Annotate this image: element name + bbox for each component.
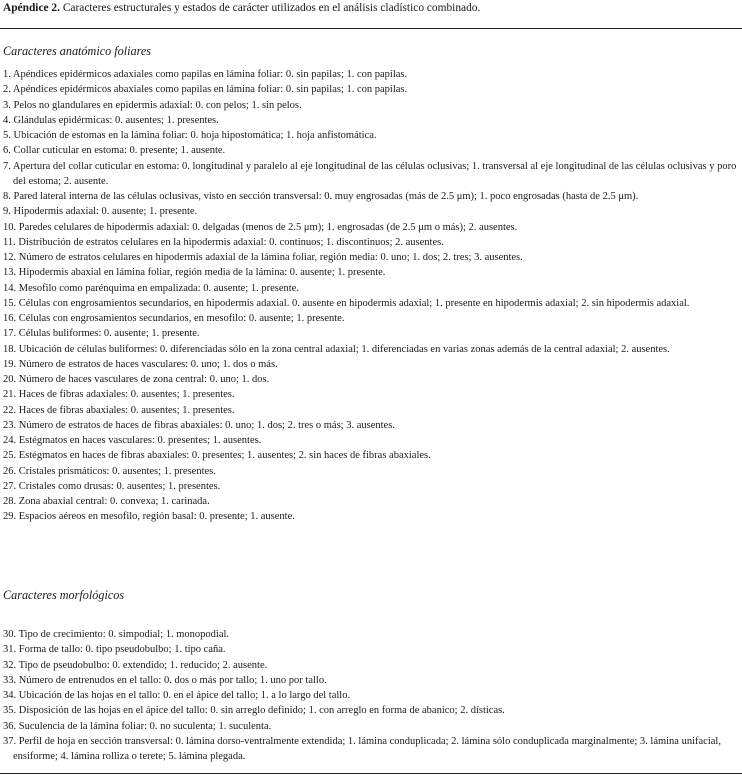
character-item (3, 265, 738, 280)
character-number: 32. (3, 659, 17, 671)
character-item (3, 357, 738, 372)
character-text: Paredes celulares de hipodermis adaxial: 0. delgadas (menos de 2.5 μm); 1. engrosadas (de 2.5 μm o más); 2. ausentes. (18, 221, 518, 233)
character-item (3, 235, 738, 250)
character-number: 33. (3, 674, 17, 686)
character-number: 9. (3, 206, 11, 218)
character-text: Estégmatos en haces vasculares: 0. presentes; 1. ausentes. (18, 435, 262, 446)
character-number: 36. (3, 720, 17, 732)
character-number: 6. (3, 145, 11, 157)
character-item (3, 673, 738, 688)
character-number: 19. (3, 358, 17, 370)
character-item (3, 82, 738, 97)
character-item (3, 658, 738, 673)
character-text: Células con engrosamientos secundarios, en hipodermis adaxial. 0. ausente en hipodermis adaxial; 1. presente en hipodermis adaxial; 2. sin hipodermis adaxial. (18, 297, 690, 309)
character-number: 25. (3, 450, 17, 462)
character-number: 12. (3, 252, 17, 263)
character-text: Perfil de hoja en sección transversal: 0. lámina dorso-ventralmente extendida; 1. lámina conduplicada; 2. lámina sólo conduplicada marginalmente; 3. lámina unifacial, ensiforme; 4. lámina rolliza o terete; 5. lámina plegada. (13, 735, 721, 762)
character-number: 4. (3, 114, 11, 126)
character-number: 7. (3, 160, 11, 172)
character-number: 30. (3, 629, 17, 640)
character-item (3, 734, 738, 765)
character-text: Apéndices epidérmicos adaxiales como papilas en lámina foliar: 0. sin papilas; 1. con papilas. (12, 69, 408, 80)
character-text: Número de estratos celulares en hipodermis adaxial de la lámina foliar, región media: 0. uno; 1. dos; 2. tres; 3. ausentes. (18, 252, 523, 263)
character-number: 8. (3, 191, 11, 202)
character-text: Mesofilo como parénquima en empalizada: 0. ausente; 1. presente. (18, 282, 299, 294)
character-item (3, 627, 738, 642)
character-text: Cristales prismáticos: 0. ausentes; 1. presentes. (18, 465, 216, 477)
character-number: 5. (3, 130, 11, 141)
top-rule (0, 28, 742, 29)
character-number: 34. (3, 690, 17, 701)
character-number: 29. (3, 511, 17, 523)
character-item (3, 688, 738, 703)
character-number: 10. (3, 221, 17, 233)
character-text: Forma de tallo: 0. tipo pseudobulbo; 1. tipo caña. (18, 644, 226, 656)
character-item (3, 296, 738, 311)
morphological-characters-list (3, 627, 738, 764)
character-number: 22. (3, 404, 17, 416)
character-text: Estégmatos en haces de fibras abaxiales: 0. presentes; 1. ausentes; 2. sin haces de fibras abaxiales. (18, 450, 431, 462)
section-title-morphological: Caracteres morfológicos (3, 588, 125, 602)
character-number: 31. (3, 644, 17, 656)
character-number: 11. (3, 236, 16, 248)
character-item (3, 479, 738, 494)
character-text: Hipodermis adaxial: 0. ausente; 1. presente. (13, 206, 198, 218)
character-item (3, 509, 738, 524)
character-number: 37. (3, 735, 17, 747)
character-text: Collar cuticular en estoma: 0. presente; 1. ausente. (13, 145, 226, 157)
character-item (3, 719, 738, 734)
character-item (3, 189, 738, 204)
character-item (3, 128, 738, 143)
table-caption (3, 1, 480, 16)
character-text: Apertura del collar cuticular en estoma: 0. longitudinal y paralelo al eje longitudinal de las células oclusivas; 1. transversal al eje longitudinal de las células oclusivas y poro del estoma; 2. ausente. (12, 160, 737, 187)
character-text: Pared lateral interna de las células oclusivas, visto en sección transversal: 0. muy engrosadas (más de 2.5 μm); 1. poco engrosadas (hasta de 2.5 μm). (13, 191, 639, 202)
character-item (3, 204, 738, 219)
character-item (3, 387, 738, 402)
character-text: Ubicación de células buliformes: 0. diferenciadas sólo en la zona central adaxial; 1. diferenciadas en varias zonas además de la central adaxial; 2. ausentes. (18, 343, 670, 355)
character-text: Número de entrenudos en el tallo: 0. dos o más por tallo; 1. uno por tallo. (18, 674, 327, 686)
character-number: 35. (3, 705, 17, 717)
character-text: Número de estratos de haces de fibras abaxiales: 0. uno; 1. dos; 2. tres o más; 3. ausentes. (18, 419, 395, 431)
character-item (3, 326, 738, 341)
character-text: Apéndices epidérmicos abaxiales como papilas en lámina foliar: 0. sin papilas; 1. con papilas. (12, 84, 408, 96)
character-number: 16. (3, 313, 17, 324)
character-number: 27. (3, 480, 17, 492)
character-number: 13. (3, 267, 17, 279)
character-item (3, 494, 738, 509)
character-text: Espacios aéreos en mesofilo, región basal: 0. presente; 1. ausente. (18, 511, 295, 523)
character-item (3, 113, 738, 128)
character-number: 21. (3, 389, 17, 401)
character-item (3, 67, 738, 82)
character-text: Ubicación de estomas en la lámina foliar: 0. hoja hipostomática; 1. hoja anfistomática. (13, 130, 377, 141)
character-item (3, 433, 738, 448)
character-number: 18. (3, 343, 17, 355)
character-item (3, 464, 738, 479)
character-item (3, 703, 738, 718)
character-text: Disposición de las hojas en el ápice del tallo: 0. sin arreglo definido; 1. con arreglo en forma de abanico; 2. dísticas. (18, 705, 505, 717)
character-text: Número de estratos de haces vasculares: 0. uno; 1. dos o más. (18, 358, 278, 370)
character-text: Haces de fibras adaxiales: 0. ausentes; 1. presentes. (18, 389, 235, 401)
character-number: 14. (3, 282, 17, 294)
character-item (3, 143, 738, 158)
character-text: Pelos no glandulares en epidermis adaxial: 0. con pelos; 1. sin pelos. (13, 99, 302, 111)
character-number: 1. (3, 69, 11, 80)
character-item (3, 448, 738, 463)
section-title-anatomical: Caracteres anatómico foliares (3, 44, 152, 58)
character-item (3, 281, 738, 296)
character-number: 15. (3, 297, 17, 309)
character-number: 24. (3, 435, 17, 446)
character-item (3, 342, 738, 357)
character-item (3, 418, 738, 433)
character-text: Células con engrosamientos secundarios, en mesofilo: 0. ausente; 1. presente. (18, 313, 345, 324)
anatomical-characters-list (3, 67, 738, 525)
character-text: Glándulas epidérmicas: 0. ausentes; 1. presentes. (13, 114, 219, 126)
caption-label: Apéndice 2. (3, 2, 60, 14)
character-text: Distribución de estratos celulares en la hipodermis adaxial: 0. continuos; 1. discontinuos; 2. ausentes. (18, 236, 444, 248)
character-text: Tipo de crecimiento: 0. simpodial; 1. monopodial. (18, 629, 230, 640)
character-number: 23. (3, 419, 17, 431)
character-item (3, 311, 738, 326)
character-text: Ubicación de las hojas en el tallo: 0. en el ápice del tallo; 1. a lo largo del tallo. (18, 690, 351, 701)
character-number: 28. (3, 496, 17, 507)
character-item (3, 220, 738, 235)
character-number: 3. (3, 99, 11, 111)
bottom-rule (0, 773, 742, 774)
character-item (3, 642, 738, 657)
character-item (3, 250, 738, 265)
character-item (3, 403, 738, 418)
character-number: 2. (3, 84, 11, 96)
character-item (3, 372, 738, 387)
caption-text: Caracteres estructurales y estados de carácter utilizados en el análisis cladístico combinado. (62, 2, 481, 14)
character-text: Tipo de pseudobulbo: 0. extendido; 1. reducido; 2. ausente. (18, 659, 268, 671)
character-text: Haces de fibras abaxiales: 0. ausentes; 1. presentes. (18, 404, 235, 416)
character-text: Hipodermis abaxial en lámina foliar, región media de la lámina: 0. ausente; 1. presente. (18, 267, 386, 279)
character-text: Cristales como drusas: 0. ausentes; 1. presentes. (18, 480, 221, 492)
character-number: 26. (3, 465, 17, 477)
character-item (3, 159, 738, 190)
character-text: Zona abaxial central: 0. convexa; 1. carinada. (18, 496, 210, 507)
character-number: 17. (3, 328, 17, 340)
character-text: Número de haces vasculares de zona central: 0. uno; 1. dos. (18, 374, 270, 385)
character-number: 20. (3, 374, 17, 385)
character-text: Suculencia de la lámina foliar: 0. no suculenta; 1. suculenta. (18, 720, 272, 732)
character-item (3, 98, 738, 113)
character-text: Células buliformes: 0. ausente; 1. presente. (18, 328, 200, 340)
